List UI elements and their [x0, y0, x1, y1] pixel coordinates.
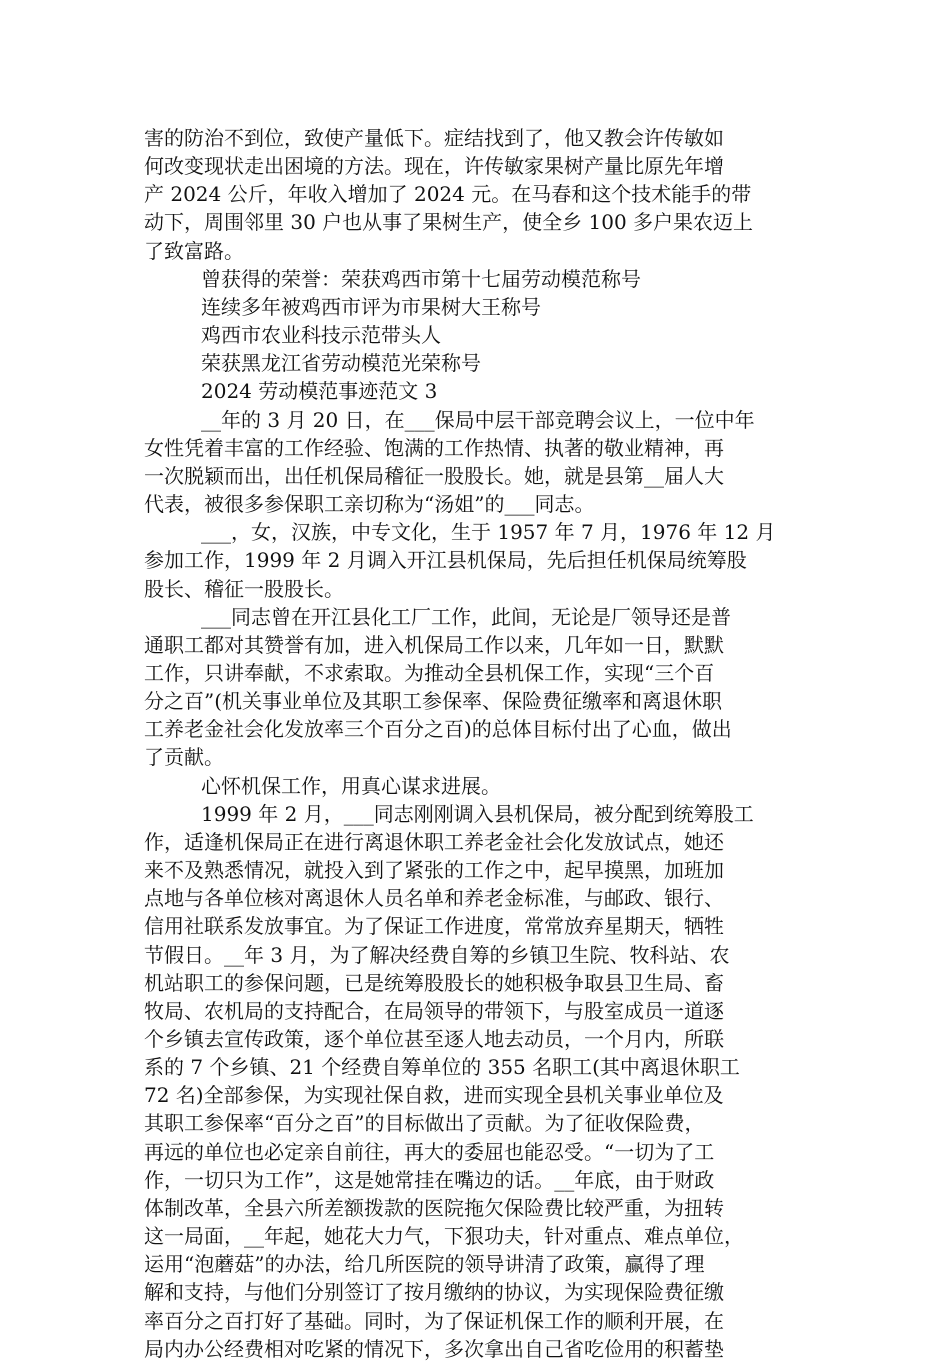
paragraph-work-details: 1999 年 2 月，___同志刚刚调入县机保局，被分配到统筹股工 作，适逢机保局正在进行离退休职工养老金社会化发放试点，她还 来不及熟悉情况，就投入到了紧张的工作之中，起早摸黑，加班加 点地与各单位核对离退休人员名单和养老金标准，与邮政、银行、 信用社联系发放事宜。为了保证工作进度，常常放弃星期天，牺牲 节假日。__年 3 月，为了解决经费自筹的乡镇卫生院、牧科站、农 机站职工的参保问题，已是统筹股股长的她积极争取县卫生局、畜 牧局、农机局的支持配合，在局领导的带领下，与股室成员一道逐 个乡镇去宣传政策，逐个单位甚至逐人地去动员，一个月内，所联 系的 7 个乡镇、21 个经费自筹单位的 355 名职工(其中离退休职工 72 名)全部参保，为实现社保自救，进而实现全县机关事业单位及 其职工参保率“百分之百”的目标做出了贡献。为了征收保险费， 再远的单位也必定亲自前往，再大的委屈也能忍受。“一切为了工 作，一切只为工作”，这是她常挂在嘴边的话。__年底，由于财政 体制改革，全县六所差额拨款的医院拖欠保险费比较严重，为扭转 这一局面，__年起，她花大力气，下狠功夫，针对重点、难点单位， 运用“泡蘑菇”的办法，给几所医院的领导讲清了政策，赢得了理 解和支持，与他们分别签订了按月缴纳的协议，为实现保险费征缴 率百分之百打好了基础。同时，为了保证机保工作的顺利开展，在 局内办公经费相对吃紧的情况下，多次拿出自己省吃俭用的积蓄垫: [144, 801, 754, 1361]
honor-item-fruit-king: 连续多年被鸡西市评为市果树大王称号: [201, 294, 541, 319]
document-body: [144, 124, 824, 1363]
section-title: 2024 劳动模范事迹范文 3: [201, 379, 438, 404]
paragraph-competition-meeting: __年的 3 月 20 日，在___保局中层干部竞聘会议上，一位中年 女性凭着丰富的工作经验、饱满的工作热情、执著的敬业精神，再 一次脱颖而出，出任机保局稽征一股股长。她，就是县第__届人大 代表，被很多参保职工亲切称为“汤姐”的___同志。: [144, 407, 755, 517]
paragraph-biography: ___，女，汉族，中专文化，生于 1957 年 7 月，1976 年 12 月 参加工作，1999 年 2 月调入开江县机保局，先后担任机保局统筹股 股长、稽征一股股长。: [144, 520, 776, 601]
paragraph-career: ___同志曾在开江县化工厂工作，此间，无论是厂领导还是普 通职工都对其赞誉有加，进入机保局工作以来，几年如一日，默默 工作，只讲奉献，不求索取。为推动全县机保工作，实现“三个百 分之百”(机关事业单位及其职工参保率、保险费征缴率和离退休职 工养老金社会化发放率三个百分之百)的总体目标付出了心血，做出 了贡献。: [144, 604, 732, 770]
honor-item-tech-leader: 鸡西市农业科技示范带头人: [201, 323, 441, 348]
paragraph-fruit-tree-continuation: 害的防治不到位，致使产量低下。症结找到了，他又教会许传敏如 何改变现状走出困境的方法。现在，许传敏家果树产量比原先年增 产 2024 公斤，年收入增加了 2024 元。在马春和这个技术能手的带 动下，周围邻里 30 户也从事了果树生产，使全乡 100 多户果农迈上 了致富路。: [144, 126, 754, 263]
subheading-heartfelt-work: 心怀机保工作，用真心谋求进展。: [201, 773, 501, 798]
honor-item-provincial-model: 荣获黑龙江省劳动模范光荣称号: [201, 351, 481, 376]
honor-heading-line: 曾获得的荣誉：荣获鸡西市第十七届劳动模范称号: [201, 266, 641, 291]
